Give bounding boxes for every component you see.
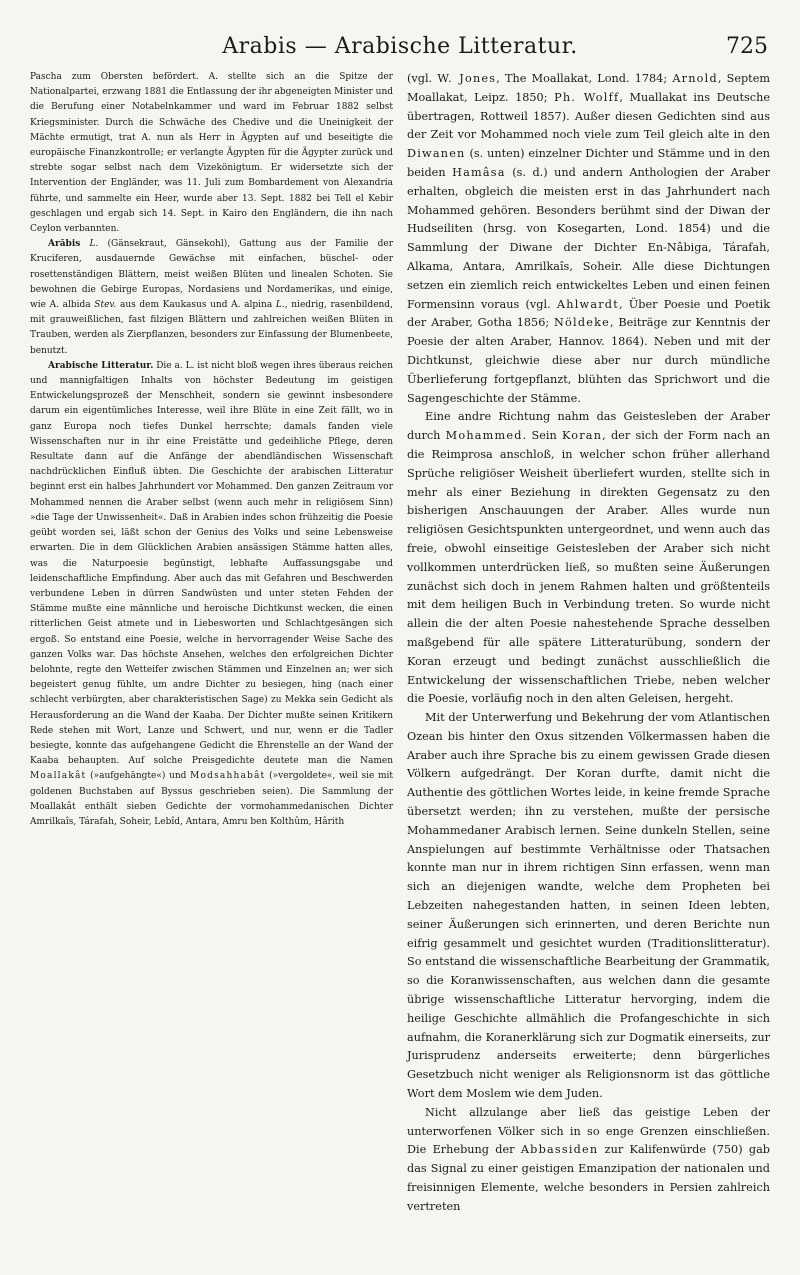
author-abbrev: L. [89,239,99,250]
running-header [30,30,770,68]
entry-arabis [30,237,393,359]
entry-text: (»aufgehängte«) und [90,771,187,782]
right-column [407,70,770,1217]
text: , The Moallakat, Lond. 1784; [496,72,668,85]
entry-heading-arabische-litteratur: Arabische Litteratur. [48,360,154,371]
author-abbrev: L. [275,300,285,311]
author-ahlwardt: Ahlwardt [556,297,619,311]
paragraph-moallakat-refs [407,70,770,408]
left-column [30,70,393,1217]
text: , Beiträge zur Kenntnis der Poesie der alten Araber, Hannov. 1864). Neben und mit der Dichtkunst, gleichwie diese aber nur durch mündliche Überlieferung fortgepflanzt, blühten das Sprichwort und die Sagengeschichte der Stämme. [407,316,771,405]
paragraph-abbassiden [407,1104,770,1217]
term-moallakat: Moallakât [30,771,87,782]
text: (vgl. [407,72,433,85]
term-hamasa: Hamâsa [452,165,506,179]
author-jones: W. Jones [437,72,497,85]
page-number: 725 [726,34,768,59]
term-modsahhabat: Modsahhabât [190,771,266,782]
term-koran: Koran [561,429,603,443]
author-arnold: Arnold [672,72,718,85]
text: , der sich der Form nach an die Reimprosa anschloß, in welcher schon früher allerhand Sprüche religiöser Weisheit überliefert wurden, stellte sich in mehr als einer Beziehung in direkten Gegensatz zu den bisherigen Anschauungen der Araber. Alles wurde nun religiösen Gesichtspunkten untergeordnet, und wenn auch das freie, obwohl einseitige Geistesleben der Araber sich nicht vollkommen unterdrücken ließ, so mußten seine Äußerungen zunächst sich doch in jenem Rahmen halten und größtenteils mit dem heiligen Buch in Verbindung treten. So wurde nicht allein die der alten Poesie nahestehende Sprache desselben maßgebend für alle spätere Litteraturübung, sondern der Koran erzeugt und bedingt zunächst ausschließlich die Entwickelung der wissenschaftlichen Triebe, neben welcher die Poesie, vorläufig noch in den alten Geleisen, hergeht. [407,429,771,706]
text: , Über Poesie und Poetik der Araber, Gotha 1856; [407,297,771,330]
text: Eine andre Richtung nahm das Geistesleben der Araber durch [407,410,770,443]
author-noeldeke: Nöldeke [554,316,610,330]
entry-text: (»vergoldete«, weil sie mit goldenen Buchstaben auf Byssus geschrieben seien). Die Sammlung der Moallakât enthält sieben Gedichte der vormohammedanischen Dichter Amrilkaîs, Tárafah, Soheir, Lebîd, Antara, Amru ben Kolthûm, Hârith [30,771,393,827]
author-wolff: Ph. Wolff [554,90,620,104]
entry-text: , niedrig, rasenbildend, mit grauweißlichen, fast filzigen Blättern und zahlreichen weißen Blüten in Trauben, werden als Zierpflanzen, besonders zur Einfassung der Blumenbeete, benutzt. [30,300,393,356]
text: (s. d.) und andern Anthologien der Araber erhalten, obgleich die meisten erst in das Jahrhundert nach Mohammed gehören. Besonders berühmt sind der Diwan der Hudseiliten (hrsg. von Kosegarten, Lond. 1854) und die Sammlung der Diwane der Dichter En-Nâbiga, Tárafah, Alkama, Antara, Amrilkaîs, Soheir. Alle diese Dichtungen setzen ein ziemlich reich entwickeltes Leben und einen feinen Formensinn voraus (vgl. [407,165,771,311]
author-abbrev: Stev. [94,300,117,311]
entry-arabische-litteratur [30,359,393,830]
text: . Sein [522,429,557,443]
entry-text: Die a. L. ist nicht bloß wegen ihres überaus reichen und mannigfaltigen Inhalts von höchster Bedeutung im geistigen Entwickelungsprozeß der Menschheit, sondern sie gewinnt insbesondere darum ein eigentümliches Interesse, weil ihre Blüte in eine Zeit fällt, wo in ganz Europa noch tiefes Dunkel herrschte; damals fanden viele Wissenschaften nur in ihr eine Freistätte und gedeihliche Pflege, deren Resultate dann auf die Anfänge der abendländischen Wissenschaft nachdrücklichen Einfluß übten. Die Geschichte der arabischen Litteratur beginnt erst ein halbes Jahrhundert vor Mohammed. Den ganzen Zeitraum vor Mohammed nennen die Araber selbst (wenn auch mehr in religiösem Sinn) »die Tage der Unwissenheit«. Daß in Arabien indes schon frühzeitig die Poesie geübt worden sei, läßt schon der Genius des Volks und seine Lebensweise erwarten. Die in dem Glücklichen Arabien ansässigen Stämme hatten alles, was die Naturpoesie begünstigt, lebhafte Auffassungsgabe und leidenschaftliche Empfindung. Aber auch das mit Gefahren und Beschwerden verbundene Leben in dürren Sandwüsten und unter steten Fehden der Stämme mußte eine männliche und heroische Dichtkunst wecken, die einen ritterlichen Geist atmete und in Liebesworten und Schlachtgesängen sich ergoß. So entstand eine Poesie, welche in hervorragender Weise Sache des ganzen Volks war. Das höchste Ansehen, welches den erfolgreichen Dichter belohnte, regte den Wetteifer zwischen Stämmen und Einzelnen an; wer sich begeistert genug fühlte, um andre Dichter zu besiegen, hing (nach einer schlecht verbürgten, aber charakteristischen Sage) zu Mekka sein Gedicht als Herausforderung an die Wand der Kaaba. Der Dichter mußte seinen Kritikern Rede stehen mit Wort, Lanze und Schwert, und nur, wenn er die Tadler besiegte, konnte das aufgehangene Gedicht die Ehrenstelle an der Wand der Kaaba behaupten. Auf solche Preisgedichte deutete man die Namen [30,360,394,767]
text: zur Kalifenwürde (750) gab das Signal zu einer geistigen Emanzipation der nationalen und freisinnigen Elemente, welche besonders in Persien zahlreich vertreten [407,1143,771,1213]
text: , Muallakat ins Deutsche übertragen, Rottweil 1857). Außer diesen Gedichten sind aus der Zeit vor Mohammed noch viele zum Teil gleich alte in den [407,90,771,142]
term-diwanen: Diwanen [407,147,466,161]
two-column-body [30,70,770,1217]
running-title: Arabis — Arabische Litteratur. [222,34,578,59]
paragraph-unterwerfung: Mit der Unterwerfung und Bekehrung der vom Atlantischen Ozean bis hinter den Oxus sitzenden Völkermassen haben die Araber auch ihre Sprache bis zu einem gewissen Grade diesen Völkern aufgedrängt. Der Koran durfte, damit nicht die Authentie des göttlichen Wortes leide, in keine fremde Sprache übersetzt werden; ihn zu verstehen, mußte der persische Mohammedaner Arabisch lernen. Seine dunkeln Stellen, seine Anspielungen auf bestimmte Verhältnisse oder Thatsachen konnte man nur in ihrem richtigen Sinn erfassen, wenn man sich an diejenigen wandte, welche dem Propheten bei Lebzeiten nahegestanden hatten, in seinen Ideen lebten, seiner Äußerungen sich erinnerten, und deren Berichte nun eifrig gesammelt und gesichtet wurden (Traditionslitteratur). So entstand die wissenschaftliche Bearbeitung der Grammatik, so die Koranwissenschaften, aus welchen dann die gesamte übrige wissenschaftliche Litteratur hervorging, indem die heilige Geschichte allmählich die Profangeschichte in sich aufnahm, die Koranerklärung sich zur Dogmatik einerseits, zur Jurisprudenz anderseits erweiterte; denn bürgerliches Gesetzbuch nicht weniger als Religionsnorm ist das göttliche Wort dem Moslem wie dem Juden. [407,711,770,1101]
paragraph-mohammed [407,408,770,709]
text: (s. unten) einzelner Dichter und Stämme und in den beiden [407,147,770,179]
term-mohammed: Mohammed [445,429,523,443]
text: Nicht allzulange aber ließ das geistige Leben der unterworfenen Völker sich in so enge Grenzen einschließen. Die Erhebung der [407,1105,770,1157]
term-abbassiden: Abbassiden [520,1143,599,1157]
entry-text: aus dem Kaukasus und A. alpina [119,300,273,311]
paragraph-arabi-pascha-continued: Pascha zum Obersten befördert. A. stellte sich an die Spitze der Nationalpartei, erzwang 1881 die Entlassung der ihr abgeneigten Minister und die Berufung einer Notabelnkammer und ward im Februar 1882 selbst Kriegsminister. Durch die Schwäche des Chedive und die Uneinigkeit der Mächte ermutigt, trat A. nun als Herr in Ägypten auf und beseitigte die europäische Finanzkontrolle; er verlangte Ägypten für die Ägypter zurück und strebte sogar selbst nach dem Vizekönigtum. Er widersetzte sich der Intervention der Engländer, was 11. Juli zum Bombardement von Alexandria führte, und sammelte ein Heer, wurde aber 13. Sept. 1882 bei Tell el Kebir geschlagen und ergab sich 14. Sept. in Kairo den Engländern, die ihn nach Ceylon verbannten. [30,72,393,235]
entry-heading-arabis: Arăbis [48,239,81,250]
text: , Septem Moallakat, Leipz. 1850; [407,72,771,104]
entry-text: (Gänsekraut, Gänsekohl), Gattung aus der Familie der Kruciferen, ausdauernde Gewächse mit einfachen, büschel- oder rosettenständigen Blättern, meist weißen Blüten und linealen Schoten. Sie bewohnen die Gebirge Europas, Nordasiens und Nordamerikas, und einige, wie A. albida [30,239,393,311]
